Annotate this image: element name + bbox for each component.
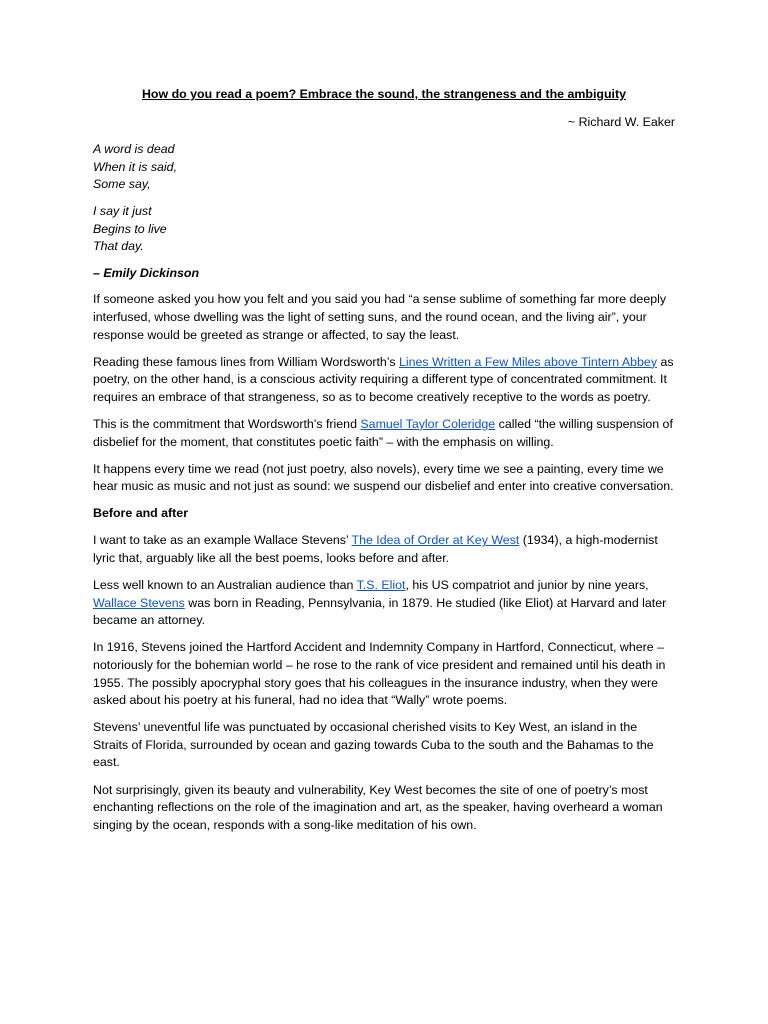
poem-line: I say it just <box>93 203 152 218</box>
paragraph-4: It happens every time we read (not just poetry, also novels), every time we see a painting, every time we hear music as music and not just as sound: we suspend our disbelief and enter into creative conversation. <box>93 461 674 494</box>
paragraph-text: Less well known to an Australian audience than <box>93 578 357 593</box>
poem-line: Some say, <box>93 177 151 192</box>
poem-line: That day. <box>93 239 144 254</box>
paragraph-7: In 1916, Stevens joined the Hartford Accident and Indemnity Company in Hartford, Connecticut, where – notoriously for the bohemian world – he rose to the rank of vice president and remained until his death in 1955. The possibly apocryphal story goes that his colleagues in the insurance industry, when they were asked about his poetry at his funeral, had no idea that “Wally” wrote poems. <box>93 640 666 708</box>
poem-line: When it is said, <box>93 159 178 174</box>
paragraph-9: Not surprisingly, given its beauty and vulnerability, Key West becomes the site of one of poetry’s most enchanting reflections on the role of the imagination and art, as the speaker, having overheard a woman singing by the ocean, responds with a song-like meditation of his own. <box>93 782 663 832</box>
paragraph-text: This is the commitment that Wordsworth’s friend <box>93 416 361 431</box>
poem-line: Begins to live <box>93 221 167 236</box>
poem-stanza-1 <box>93 141 675 194</box>
paragraph-text: called “the willing suspension of disbelief for the moment, that constitutes poetic faith” – with the emphasis on willing. <box>93 416 673 449</box>
link-ts-eliot[interactable]: T.S. Eliot <box>356 578 406 593</box>
paragraph-text: , his US compatriot and junior by nine years, <box>405 578 649 593</box>
paragraph-2 <box>93 354 675 407</box>
paragraph-5 <box>93 532 675 567</box>
document-page <box>93 86 675 844</box>
paragraph-3 <box>93 416 675 451</box>
paragraph-8: Stevens’ uneventful life was punctuated by occasional cherished visits to Key West, an island in the Straits of Florida, surrounded by ocean and gazing towards Cuba to the south and the Bahamas to the east. <box>93 720 654 770</box>
paragraph-text: Reading these famous lines from William Wordsworth’s <box>93 354 399 369</box>
link-coleridge[interactable]: Samuel Taylor Coleridge <box>360 416 496 431</box>
paragraph-1: If someone asked you how you felt and you said you had “a sense sublime of something far more deeply interfused, whose dwelling was the light of setting suns, and the round ocean, and the living air”, your response would be greeted as strange or affected, to say the least. <box>93 292 667 342</box>
poem-attribution: – Emily Dickinson <box>93 265 200 280</box>
article-author: ~ Richard W. Eaker <box>567 114 675 129</box>
paragraph-6 <box>93 577 675 630</box>
paragraph-text: (1934), a high-modernist lyric that, arguably like all the best poems, looks before and after. <box>93 533 658 565</box>
section-heading: Before and after <box>93 506 189 521</box>
paragraph-text: as poetry, on the other hand, is a conscious activity requiring a different type of concentrated commitment. It requires an embrace of that strangeness, so as to become creatively receptive to the words as poetry. <box>93 354 674 404</box>
link-tintern-abbey[interactable]: Lines Written a Few Miles above Tintern Abbey <box>398 354 658 369</box>
poem-line: A word is dead <box>93 142 175 157</box>
paragraph-text: was born in Reading, Pennsylvania, in 1879. He studied (like Eliot) at Harvard and later became an attorney. <box>93 595 667 628</box>
article-title: How do you read a poem? Embrace the sound, the strangeness and the ambiguity <box>141 87 626 101</box>
paragraph-text: I want to take as an example Wallace Stevens’ <box>93 533 352 548</box>
poem-stanza-2 <box>93 203 675 256</box>
link-idea-of-order[interactable]: The Idea of Order at Key West <box>351 533 520 548</box>
link-wallace-stevens[interactable]: Wallace Stevens <box>93 595 185 610</box>
